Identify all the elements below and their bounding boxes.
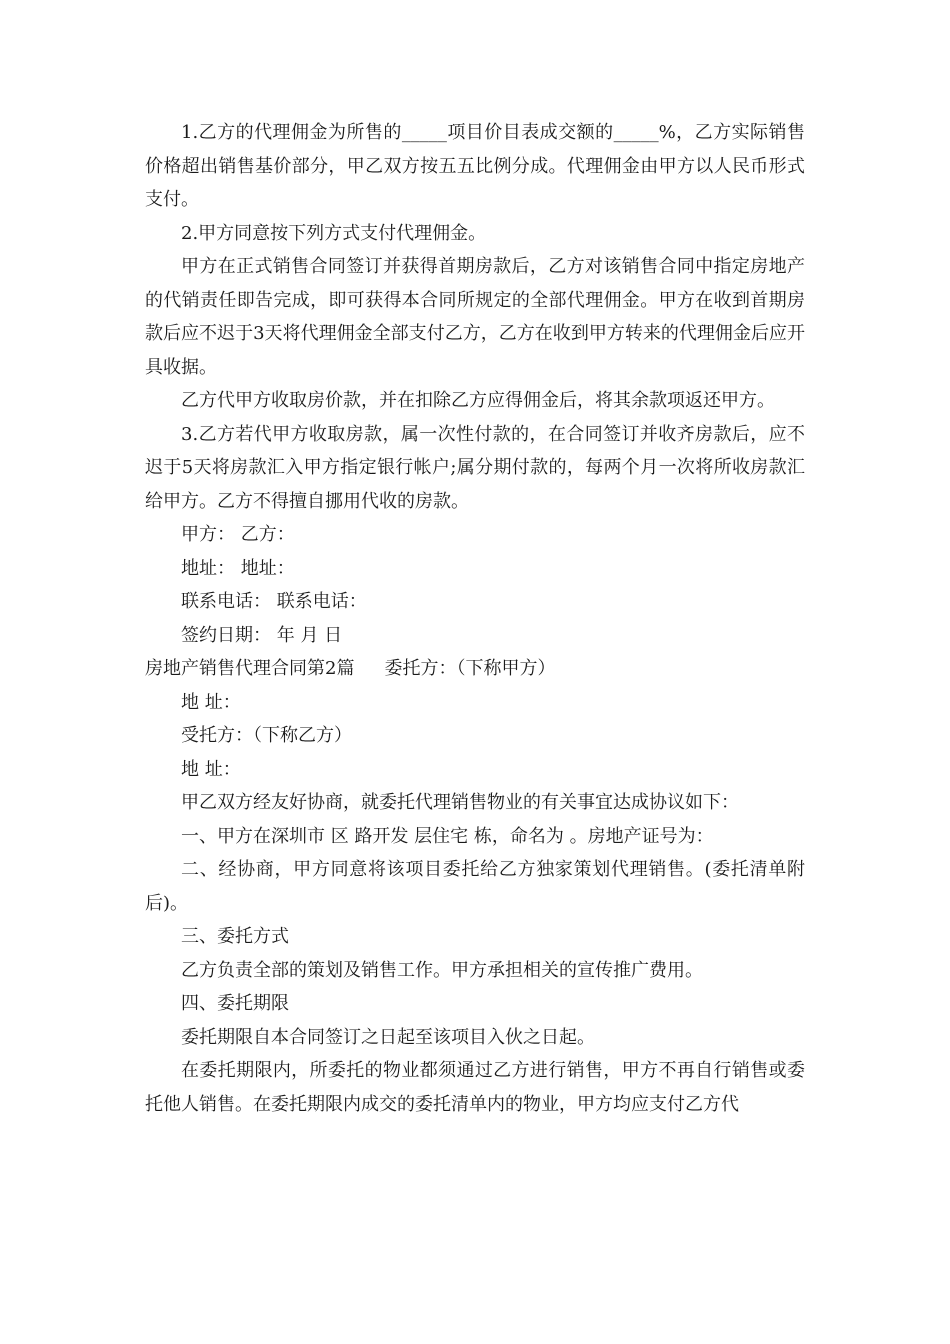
document-page — [145, 116, 805, 1121]
paragraph: 一、甲方在深圳市 区 路开发 层住宅 栋，命名为 。房地产证号为： — [181, 825, 714, 847]
paragraph: 委托期限自本合同签订之日起至该项目入伙之日起。 — [181, 1026, 595, 1048]
paragraph: 2.甲方同意按下列方式支付代理佣金。 — [181, 222, 487, 244]
phone-line: 联系电话： 联系电话： — [181, 591, 367, 612]
paragraph: 3.乙方若代甲方收取房款，属一次性付款的，在合同签订并收齐房款后，应不迟于5天将房款汇入甲方指定银行帐户;属分期付款的，每两个月一次将所收房款汇给甲方。乙方不得擅自挪用代收的房款。 — [145, 423, 805, 512]
paragraph: 受托方：（下称乙方） — [181, 725, 352, 746]
paragraph: 甲乙双方经友好协商，就委托代理销售物业的有关事宜达成协议如下： — [181, 792, 739, 813]
section-heading — [145, 652, 805, 686]
paragraph: 二、经协商，甲方同意将该项目委托给乙方独家策划代理销售。(委托清单附后)。 — [145, 859, 805, 914]
paragraph: 1.乙方的代理佣金为所售的_____项目价目表成交额的_____%，乙方实际销售价格超出销售基价部分，甲乙双方按五五比例分成。代理佣金由甲方以人民币形式支付。 — [145, 122, 805, 210]
clause-heading: 三、委托方式 — [181, 926, 289, 947]
paragraph: 乙方负责全部的策划及销售工作。甲方承担相关的宣传推广费用。 — [181, 959, 703, 981]
address-line: 地址： 地址： — [181, 557, 295, 579]
paragraph: 乙方代甲方收取房价款，并在扣除乙方应得佣金后，将其余款项返还甲方。 — [181, 390, 775, 411]
paragraph: 地 址： — [181, 758, 241, 780]
paragraph: 在委托期限内，所委托的物业都须通过乙方进行销售，甲方不再自行销售或委托他人销售。在委托期限内成交的委托清单内的物业，甲方均应支付乙方代 — [145, 1060, 805, 1115]
paragraph: 甲方在正式销售合同签订并获得首期房款后，乙方对该销售合同中指定房地产的代销责任即告完成，即可获得本合同所规定的全部代理佣金。甲方在收到首期房款后应不迟于3天将代理佣金全部支付乙方，乙方在收到甲方转来的代理佣金后应开具收据。 — [145, 256, 805, 378]
section-heading-text: 委托方：（下称甲方） — [384, 658, 556, 679]
clause-heading: 四、委托期限 — [181, 993, 289, 1014]
section-title: 房地产销售代理合同第2篇 — [145, 658, 355, 679]
signature-line: 甲方： 乙方： — [181, 524, 295, 545]
date-line: 签约日期： 年 月 日 — [181, 624, 343, 646]
paragraph: 地 址： — [181, 691, 241, 713]
